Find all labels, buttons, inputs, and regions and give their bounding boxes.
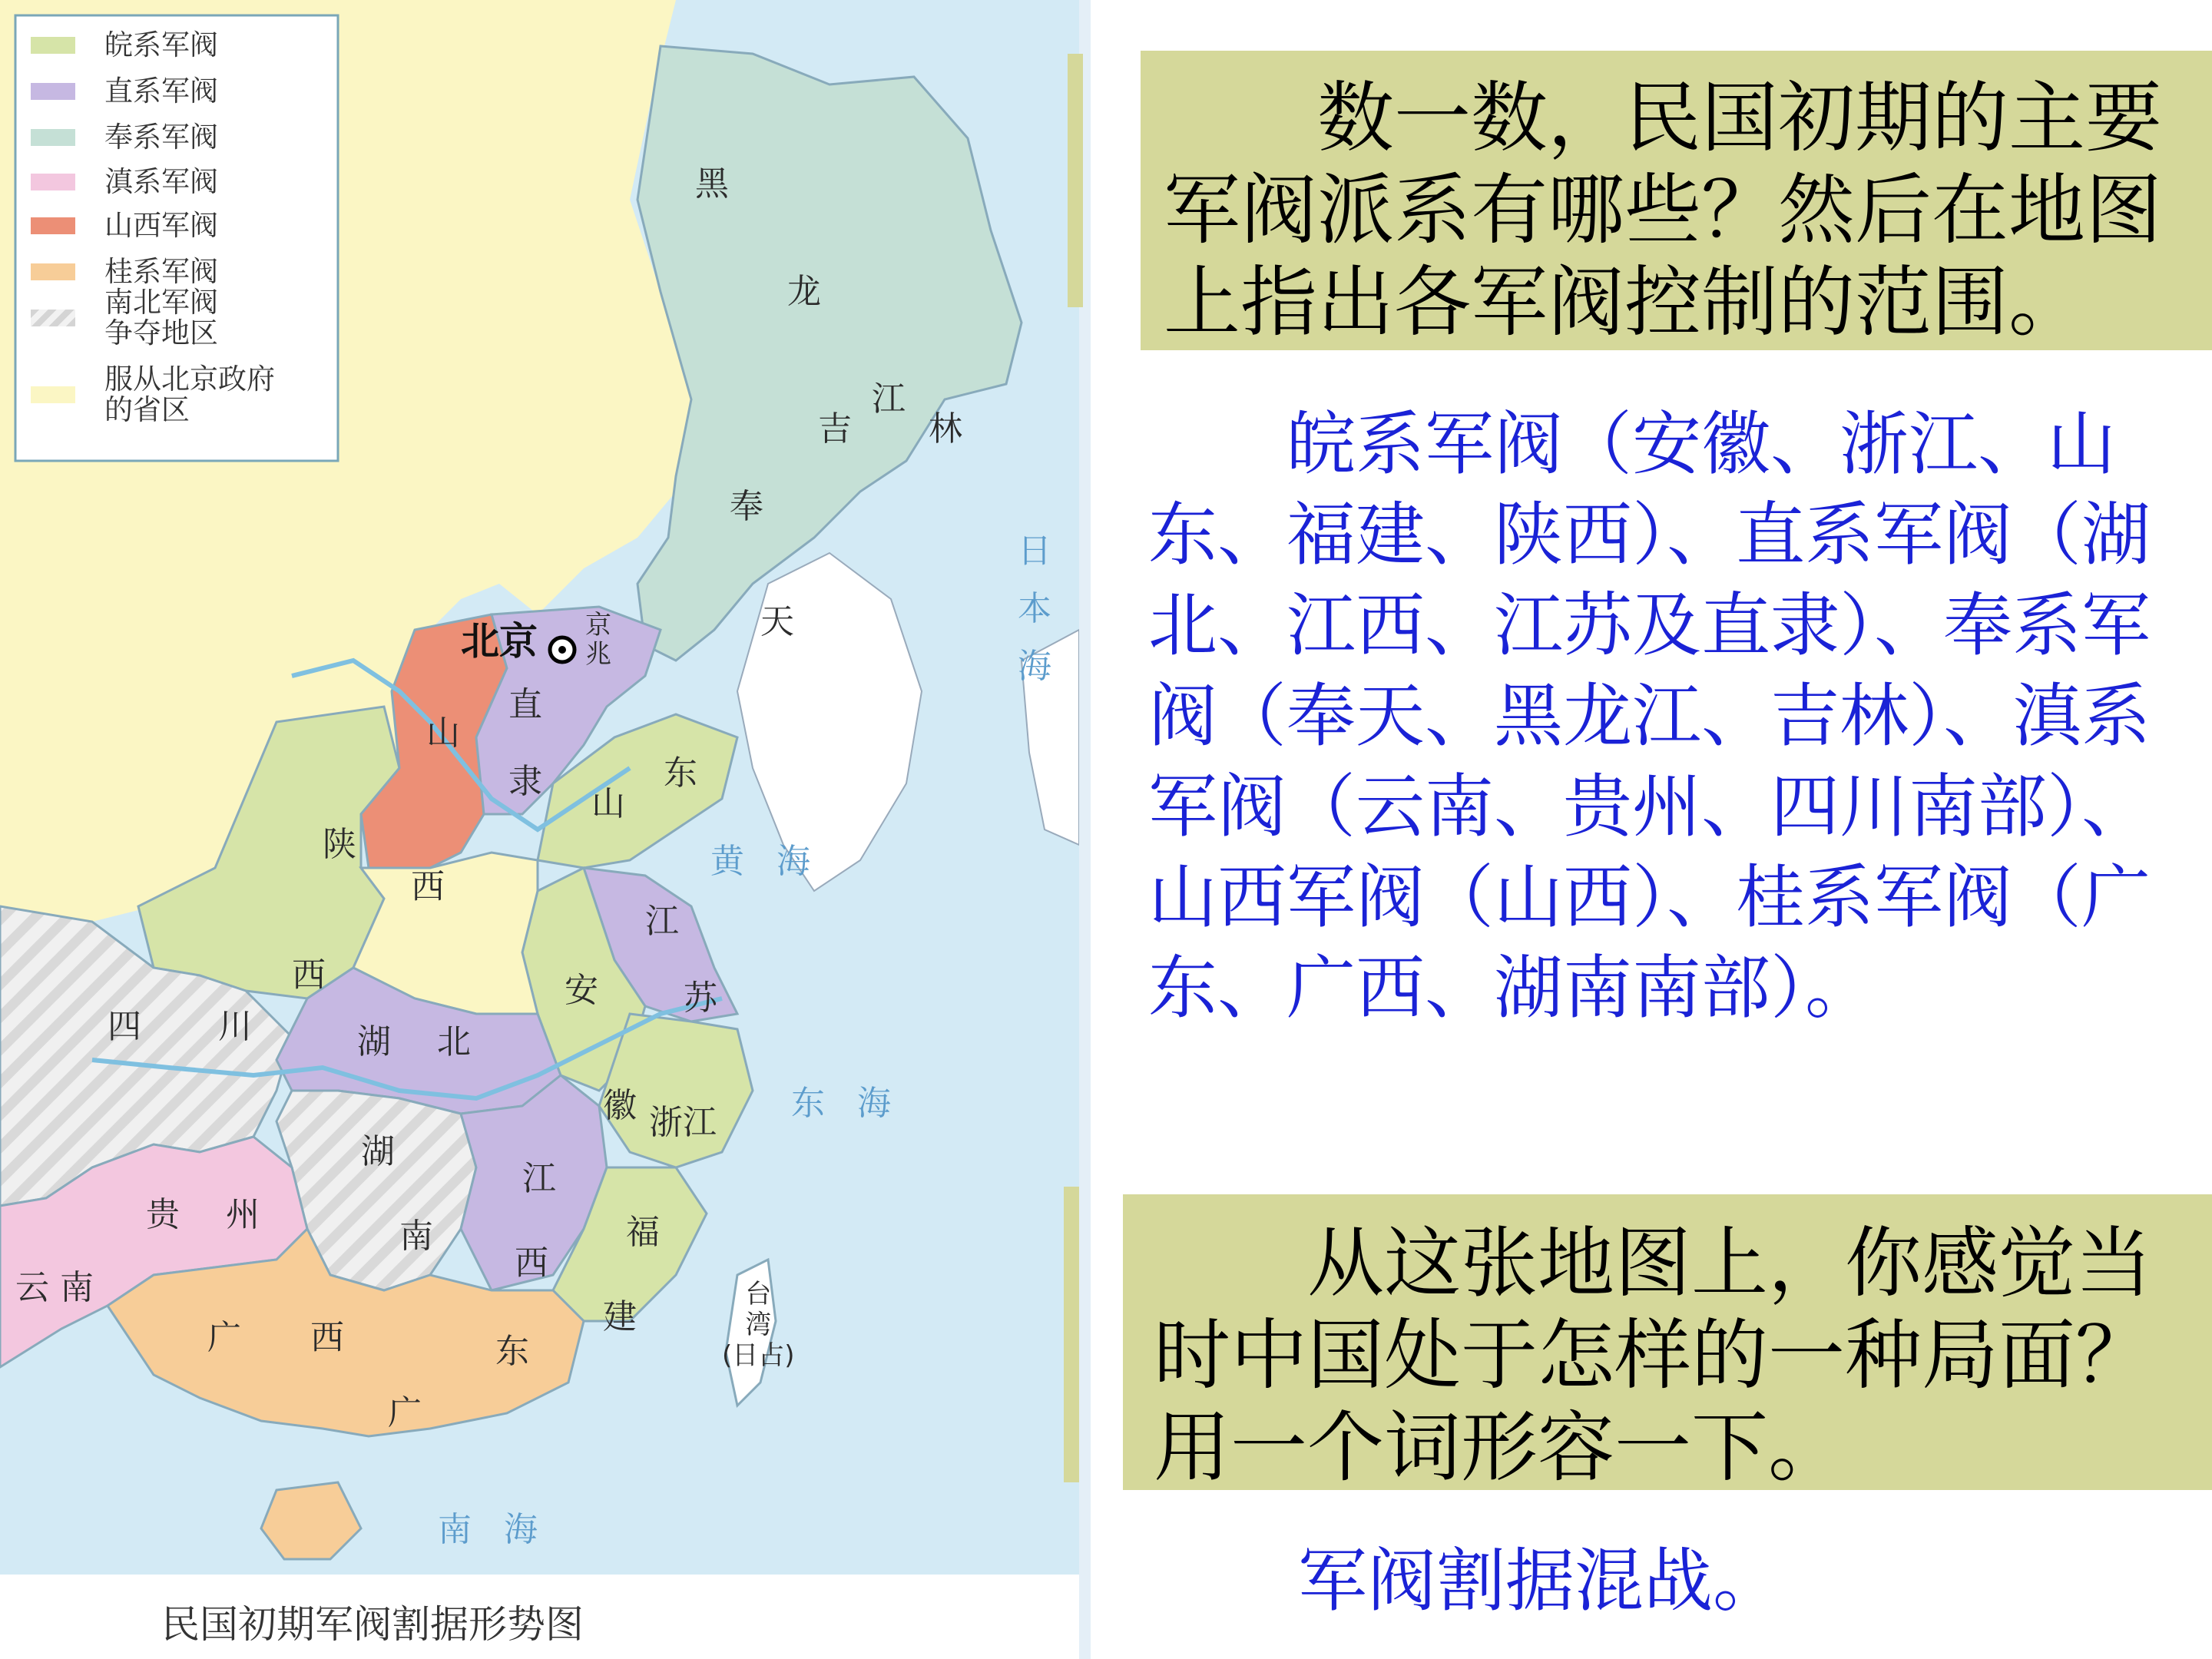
label-guizhou: 贵 州 <box>146 1195 260 1234</box>
map-caption: 民国初期军阀割据形势图 <box>161 1602 584 1647</box>
label-jingzhao: 京 兆 <box>585 610 611 670</box>
legend-item <box>31 27 218 64</box>
label-yellow-sea: 黄 海 <box>710 842 810 881</box>
answer-2-text: 军阀割据混战。 <box>1298 1541 1782 1621</box>
label-south-sea: 南 海 <box>438 1510 538 1549</box>
label-shandong: 山东 <box>591 753 697 823</box>
label-guangxi: 广 西 <box>207 1318 344 1357</box>
accent-strip-top <box>1068 54 1083 307</box>
label-japan-sea: 日 本 海 <box>1018 531 1051 686</box>
legend-swatch <box>31 386 75 403</box>
label-east-sea: 东 海 <box>791 1084 891 1123</box>
label-hunan: 湖 南 <box>361 1132 433 1256</box>
label-fengtian: 奉 天 <box>730 487 794 641</box>
label-jilin: 吉 林 <box>818 409 962 449</box>
question-box-2 <box>1123 1194 2212 1490</box>
label-zhejiang: 浙江 <box>649 1103 717 1142</box>
legend-label: 服从北京政府 的省区 <box>104 363 275 426</box>
answer-1-text: 皖系军阀（安徽、浙江、山东、福建、陕西）、直系军阀（湖北、江西、江苏及直隶）、奉系军阀（奉天、黑龙江、吉林）、滇系军阀（云南、贵州、四川南部）、山西军阀（山西）、桂系军阀（广东、广西、湖南南部）。 <box>1148 404 2151 1028</box>
label-shaanxi: 陕 西 <box>292 825 356 995</box>
legend-label: 山西军阀 <box>104 209 218 242</box>
question-2-text: 从这张地图上，你感觉当时中国处于怎样的一种局面？用一个词形容一下。 <box>1154 1218 2152 1492</box>
label-zhili: 直 隶 <box>508 685 542 801</box>
label-taiwan: 台 湾 (日占) <box>722 1279 795 1371</box>
legend-swatch <box>31 263 75 280</box>
legend-label: 皖系军阀 <box>104 28 218 61</box>
legend-item <box>31 119 218 156</box>
legend-item <box>31 286 218 349</box>
legend-swatch <box>31 83 75 100</box>
warlord-map <box>0 0 1091 1659</box>
legend-item <box>31 253 218 290</box>
label-guangdong: 东 广 <box>388 1332 529 1432</box>
legend-label: 奉系军阀 <box>104 121 218 154</box>
accent-strip-bottom <box>1064 1187 1079 1482</box>
label-heilongjiang: 黑 龙 江 <box>695 164 906 419</box>
legend-item <box>31 73 218 110</box>
label-sichuan: 四 川 <box>108 1007 252 1046</box>
map-graphic <box>0 0 1091 1659</box>
legend-label: 南北军阀 争夺地区 <box>104 286 218 349</box>
legend-swatch <box>31 37 75 54</box>
legend-label: 桂系军阀 <box>104 255 218 288</box>
label-fujian: 福 建 <box>603 1213 660 1336</box>
legend-item <box>31 164 218 200</box>
label-hubei: 湖 北 <box>357 1022 471 1061</box>
question-box-1 <box>1141 51 2212 350</box>
legend-swatch <box>31 310 75 326</box>
label-shanxi: 山 西 <box>411 714 460 906</box>
legend-label: 直系军阀 <box>104 75 218 108</box>
question-1-text: 数一数，民国初期的主要军阀派系有哪些？然后在地图上指出各军阀控制的范围。 <box>1164 73 2162 347</box>
label-yunnan: 云 南 <box>15 1268 94 1307</box>
label-anhui: 安 徽 <box>565 971 637 1125</box>
legend-item <box>31 363 275 426</box>
label-jiangsu: 江 苏 <box>645 902 717 1018</box>
legend-swatch <box>31 174 75 190</box>
legend-item <box>31 207 218 244</box>
legend-swatch <box>31 129 75 146</box>
label-jiangxi: 江 西 <box>515 1159 556 1283</box>
legend-label: 滇系军阀 <box>104 165 218 198</box>
label-beijing: 北京 <box>461 619 538 664</box>
legend-swatch <box>31 217 75 234</box>
